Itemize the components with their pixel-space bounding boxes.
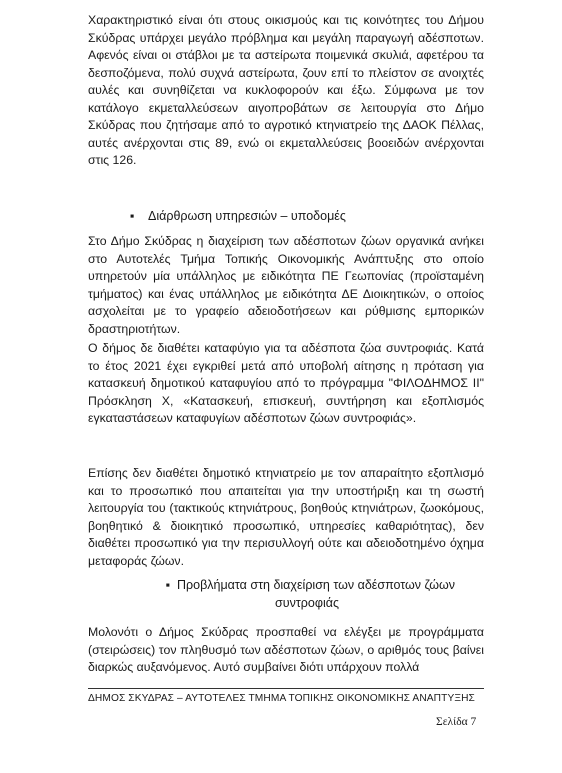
- section-heading-services: [130, 208, 346, 226]
- paragraph-shelter: Ο δήμος δε διαθέτει καταφύγιο για τα αδέσποτα ζώα συντροφιάς. Κατά το έτος 2021 έχει εγκριθεί μετά από υποβολή αίτησης η πρόταση για κατασκευή δημοτικού καταφυγίου από το πρόγραμμα "ΦΙΛΟΔΗΜΟΣ ΙΙ" Πρόσκληση Χ, «Κατασκευή, επισκευή, συντήρηση και εξοπλισμός εγκαταστάσεων καταφυγίων αδέσποτων ζώων συντροφιάς».: [88, 341, 484, 425]
- paragraph-services: Στο Δήμο Σκύδρας η διαχείριση των αδέσποτων ζώων οργανικά ανήκει στο Αυτοτελές Τμήμα Τοπικής Οικονομικής Ανάπτυξης στο οποίο υπηρετούν μία υπάλληλος με ειδικότητα ΠΕ Γεωπονίας (προϊσταμένη τμήματος) και ένας υπάλληλος με ειδικότητα ΔΕ Διοικητικών, ο οποίος ασχολείται με το γραφείο αδειοδοτήσεων και ρύθμισης εμπορικών δραστηριοτήτων.: [88, 234, 484, 336]
- page-number: Σελίδα 7: [436, 716, 477, 728]
- section-heading-problems: [130, 577, 484, 612]
- footer-divider: [88, 688, 484, 689]
- bullet-icon: ▪: [130, 209, 135, 223]
- bullet-icon: ▪: [165, 578, 171, 592]
- section-heading-label: Προβλήματα στη διαχείριση των αδέσποτων ζώων συντροφιάς: [177, 578, 455, 610]
- footer-text: ΔΗΜΟΣ ΣΚΥΔΡΑΣ – ΑΥΤΟΤΕΛΕΣ ΤΜΗΜΑ ΤΟΠΙΚΗΣ ΟΙΚΟΝΟΜΙΚΗΣ ΑΝΑΠΤΥΞΗΣ: [88, 693, 475, 704]
- section-heading-label: Διάρθρωση υπηρεσιών – υποδομές: [148, 209, 346, 223]
- paragraph-problems: Μολονότι ο Δήμος Σκύδρας προσπαθεί να ελέγξει με προγράμματα (στειρώσεις) τον πληθυσμό των αδέσποτων ζώων, ο αριθμός τους βαίνει διαρκώς αυξανόμενος. Αυτό συμβαίνει διότι υπάρχουν πολλά: [88, 625, 484, 674]
- paragraph-vet: Επίσης δεν διαθέτει δημοτικό κτηνιατρείο με τον απαραίτητο εξοπλισμό και το προσωπικό που απαιτείται για την υποστήριξη και τη σωστή λειτουργία του (τακτικούς κτηνιάτρους, βοηθούς κτηνιάτρων, ζωοκόμους, βοηθητικό & διοικητικό προσωπικό, υπηρεσίες καθαριότητας), δεν διαθέτει προσωπικό για την περισυλλογή ούτε και αδειοδοτημένο όχημα μεταφοράς ζώων.: [88, 466, 484, 568]
- paragraph-intro: Χαρακτηριστικό είναι ότι στους οικισμούς και τις κοινότητες του Δήμου Σκύδρας υπάρχει μεγάλο πρόβλημα και μεγάλη παραγωγή αδέσποτων. Αφενός είναι οι στάβλοι με τα αστείρωτα ποιμενικά σκυλιά, αφετέρου τα δεσποζόμενα, πολύ συχνά αστείρωτα, ζουν επί το πλείστον σε ανοιχτές αυλές και συνηθίζεται να κυκλοφορούν και έξω. Σύμφωνα με τον κατάλογο εκμεταλλεύσεων αιγοπροβάτων σε λειτουργία στο Δήμο Σκύδρας που ζητήσαμε από το αγροτικό κτηνιατρείο της ΔΑΟΚ Πέλλας, αυτές ανέρχονται στις 89, ενώ οι εκμεταλλεύσεις βοοειδών ανέρχονται στις 126.: [88, 13, 484, 167]
